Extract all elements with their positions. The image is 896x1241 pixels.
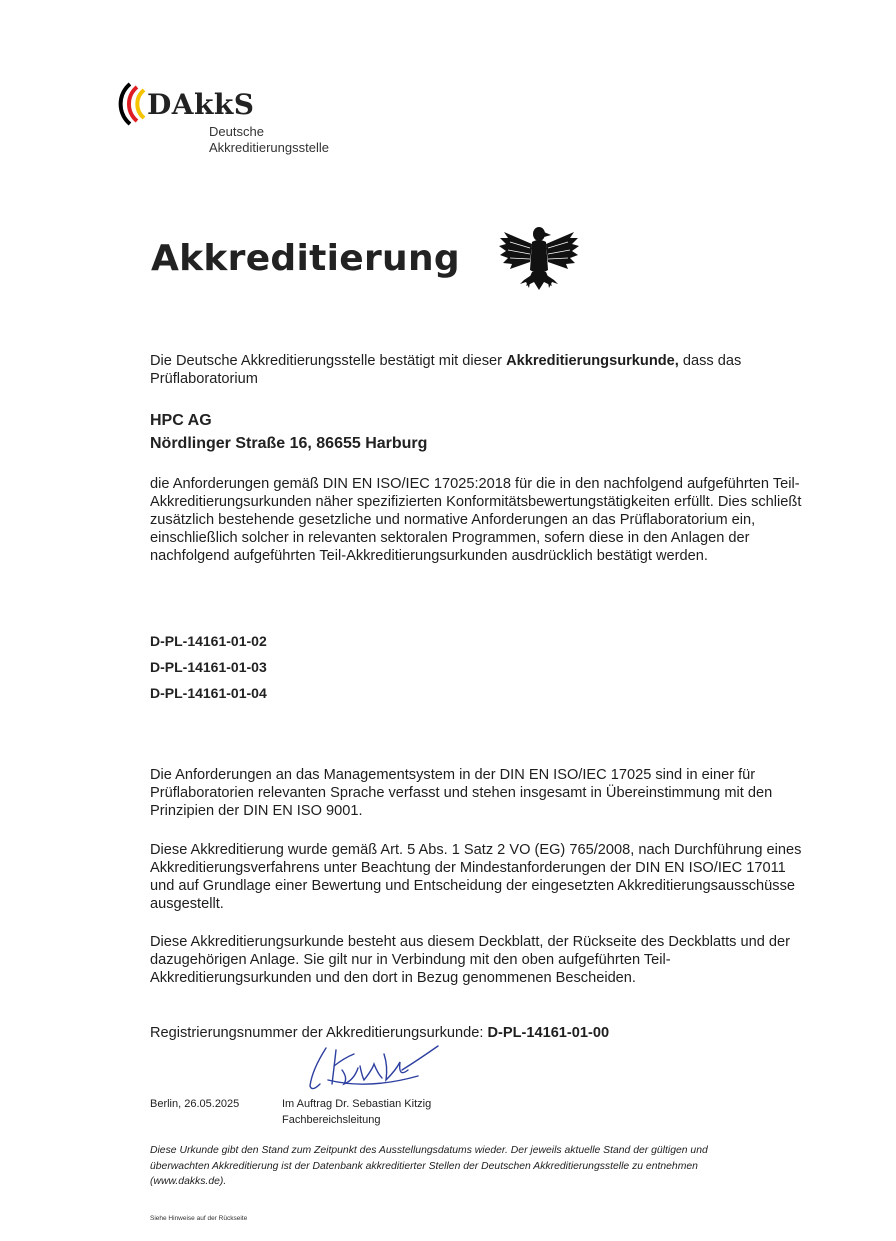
back-hint: Siehe Hinweise auf der Rückseite (150, 1215, 248, 1222)
organization-name: HPC AG (150, 412, 212, 429)
signatory-name: Im Auftrag Dr. Sebastian Kitzig (282, 1098, 432, 1110)
requirements-paragraph: die Anforderungen gemäß DIN EN ISO/IEC 17025:2018 für die in den nachfolgend aufgeführten Teil-Akkreditierungsurkunden näher spezifizierten Konformitätsbewertungstätigkeiten erfüllt. Dies schließt zusätzlich bestehende gesetzliche und normative Anforderungen an das Prüflaboratorium ein, einschließlich solcher in relevanten sektoralen Programmen, sofern diese in den Anlagen der nachfolgend aufgeführten Teil-Akkreditierungsurkunden ausdrücklich bestätigt werden. (150, 476, 802, 564)
intro-text-after: dass das Prüflaboratorium (150, 353, 742, 387)
sub-certificate-item: D-PL-14161-01-04 (150, 685, 267, 701)
composition-paragraph: Diese Akkreditierungsurkunde besteht aus diesem Deckblatt, der Rückseite des Deckblatts und der dazugehörigen Anlage. Sie gilt nur in Verbindung mit den oben aufgeführten Teil-Akkreditierungsurkunden und den dort in Bezug genommenen Bescheiden. (150, 934, 791, 986)
organization-address: Nördlinger Straße 16, 86655 Harburg (150, 435, 428, 452)
footnote: Diese Urkunde gibt den Stand zum Zeitpunkt des Ausstellungsdatums wieder. Der jeweils aktuelle Stand der gültigen und überwachten Akkreditierung ist der Datenbank akkreditierter Stellen der Deutschen Akkreditierungsstelle zu entnehmen (www.dakks.de). (150, 1145, 708, 1187)
place-date: Berlin, 26.05.2025 (150, 1098, 240, 1110)
logo-name: DAkkS (147, 88, 255, 121)
registration-line (150, 1024, 810, 1042)
intro-paragraph (150, 352, 810, 388)
sub-certificate-list (150, 628, 267, 706)
signatory-role: Fachbereichsleitung (282, 1114, 381, 1126)
intro-text-before: Die Deutsche Akkreditierungsstelle bestätigt mit dieser (150, 353, 507, 369)
registration-number: D-PL-14161-01-00 (487, 1025, 610, 1041)
logo-subtitle-line1: Deutsche (209, 124, 264, 139)
logo-subtitle-line2: Akkreditierungsstelle (209, 140, 329, 155)
intro-bold: Akkreditierungsurkunde, (506, 353, 679, 369)
sub-certificate-item: D-PL-14161-01-03 (150, 659, 267, 675)
registration-label: Registrierungsnummer der Akkreditierungsurkunde: (150, 1025, 488, 1041)
sub-certificate-item: D-PL-14161-01-02 (150, 633, 267, 649)
management-paragraph: Die Anforderungen an das Managementsystem in der DIN EN ISO/IEC 17025 sind in einer für Prüflaboratorien relevanten Sprache verfasst und stehen insgesamt in Übereinstimmung mit den Prinzipien der DIN EN ISO 9001. (150, 767, 773, 819)
federal-eagle-icon (496, 222, 582, 302)
signature-icon (298, 1040, 448, 1100)
legal-paragraph: Diese Akkreditierung wurde gemäß Art. 5 Abs. 1 Satz 2 VO (EG) 765/2008, nach Durchführung eines Akkreditierungsverfahrens unter Beachtung der Mindestanforderungen der DIN EN ISO/IEC 17011 und auf Grundlage einer Bewertung und Entscheidung der eingesetzten Akkreditierungsausschüsse ausgestellt. (150, 842, 802, 912)
page-title: Akkreditierung (151, 238, 460, 279)
